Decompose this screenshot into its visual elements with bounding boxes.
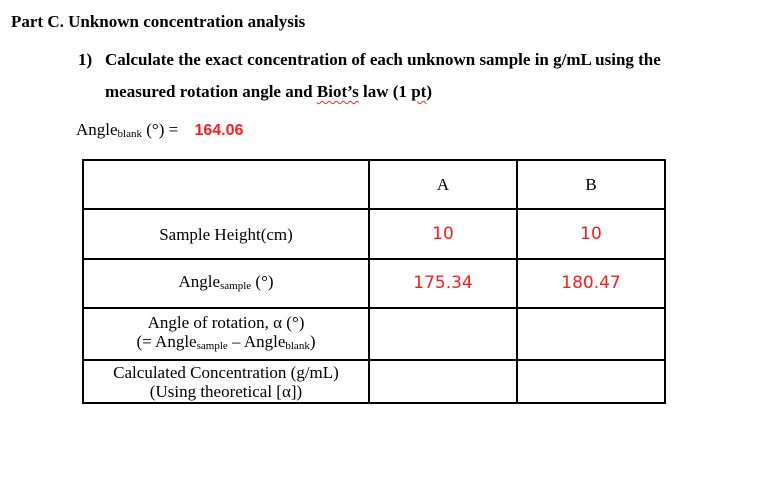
question-text-line2 <box>105 82 432 102</box>
label-text: ) <box>309 331 316 351</box>
label-line2 <box>84 332 368 356</box>
cell-a-concentration[interactable] <box>369 360 517 403</box>
cell-b-angle-sample[interactable]: 180.47 <box>517 259 665 308</box>
table-header-row <box>83 160 665 209</box>
question-text: measured rotation angle and <box>105 82 317 101</box>
label-subscript: blank <box>285 339 310 352</box>
blank-angle-line <box>76 120 243 140</box>
header-cell-a: A <box>369 160 517 209</box>
label-line1: Angle of rotation, α (°) <box>147 312 305 332</box>
results-table <box>82 159 666 404</box>
blank-unit: (°) = <box>142 120 183 139</box>
label-text: (= Angle <box>136 331 197 351</box>
header-cell-b: B <box>517 160 665 209</box>
question-text-line1: Calculate the exact concentration of each unknown sample in g/mL using the <box>105 50 661 69</box>
table-row <box>83 259 665 308</box>
blank-angle-label: Angle <box>76 120 118 139</box>
question-number: 1) <box>78 50 93 69</box>
cell-a-angle-rotation[interactable] <box>369 308 517 360</box>
label-line2: (Using theoretical [α]) <box>149 381 303 401</box>
cell-b-concentration[interactable] <box>517 360 665 403</box>
row-label-angle-rotation <box>83 308 369 360</box>
question-text: law (1 <box>358 82 412 101</box>
label-subscript: sample <box>196 339 228 352</box>
row-label-angle-sample <box>83 259 369 308</box>
label-subscript: sample <box>220 279 252 292</box>
question-text: ) <box>426 82 432 101</box>
section-heading: Part C. Unknown concentration analysis <box>11 12 306 31</box>
spellcheck-flagged-word[interactable]: Biot’s <box>316 82 359 101</box>
cell-a-sample-height[interactable]: 10 <box>369 209 517 259</box>
label-text: – Angle <box>227 331 286 351</box>
header-cell-empty <box>83 160 369 209</box>
cell-b-angle-rotation[interactable] <box>517 308 665 360</box>
spellcheck-flagged-word[interactable]: pt <box>411 82 427 101</box>
cell-b-sample-height[interactable]: 10 <box>517 209 665 259</box>
row-label-sample-height: Sample Height(cm) <box>83 209 369 259</box>
table-row <box>83 360 665 403</box>
blank-subscript: blank <box>117 128 142 140</box>
label-line1: Calculated Concentration (g/mL) <box>113 362 339 382</box>
blank-angle-value[interactable]: 164.06 <box>194 122 244 139</box>
table-row <box>83 209 665 259</box>
row-label-concentration <box>83 360 369 403</box>
table-row <box>83 308 665 360</box>
label-unit: (°) <box>251 271 274 291</box>
label-text: Angle <box>178 271 220 291</box>
cell-a-angle-sample[interactable]: 175.34 <box>369 259 517 308</box>
